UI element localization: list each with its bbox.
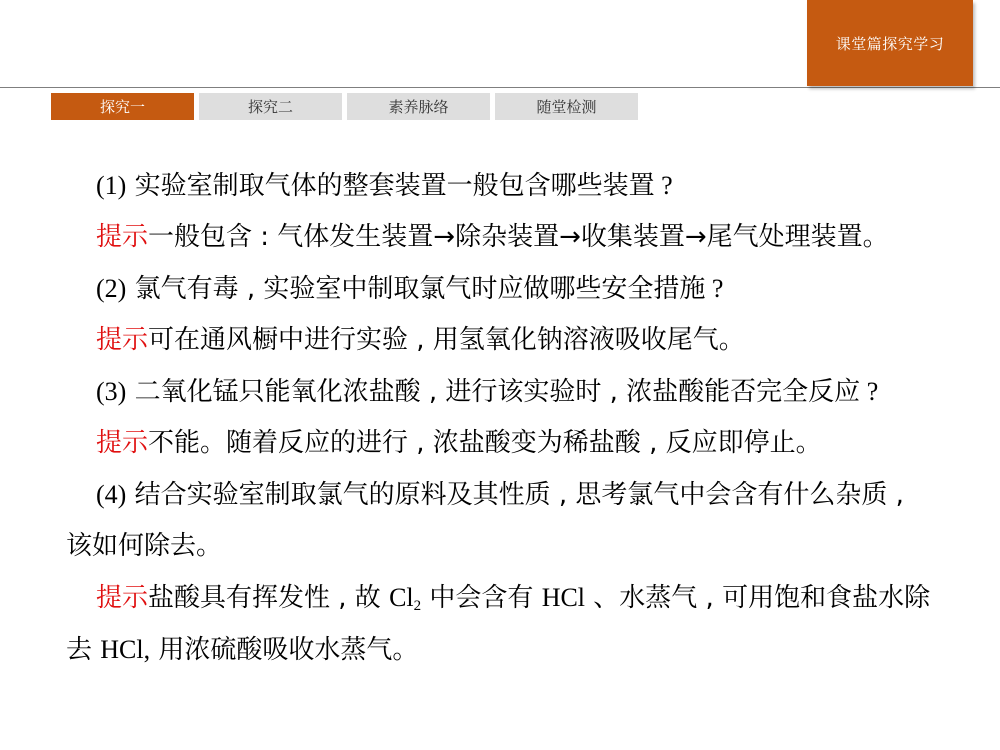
- question-2: [66, 263, 936, 315]
- question-number: (2): [96, 274, 127, 303]
- answer-text-part: 盐酸具有挥发性 , 故: [148, 583, 390, 613]
- question-4: [66, 469, 936, 572]
- answer-3: [66, 418, 936, 469]
- tab-bar: [51, 93, 638, 120]
- question-mark: ?: [654, 171, 673, 200]
- answer-text: 一般包含 : 气体发生装置→除杂装置→收集装置→尾气处理装置。: [148, 222, 889, 252]
- question-text: 结合实验室制取氯气的原料及其性质 , 思考氯气中会含有什么杂质 , 该如何除去。: [66, 480, 904, 561]
- section-badge: 课堂篇探究学习: [807, 0, 973, 86]
- question-mark: ?: [860, 377, 879, 406]
- answer-text: 不能。随着反应的进行 , 浓盐酸变为稀盐酸 , 反应即停止。: [148, 428, 822, 458]
- question-text: 氯气有毒 , 实验室中制取氯气时应做哪些安全措施: [126, 274, 706, 304]
- hint-label: 提示: [96, 222, 149, 252]
- answer-2: [66, 315, 936, 366]
- header-divider: [0, 87, 1000, 88]
- tab-explore-1[interactable]: 探究一: [51, 93, 194, 120]
- answer-text: 可在通风橱中进行实验 , 用氢氧化钠溶液吸收尾气。: [148, 325, 745, 355]
- question-1: [66, 160, 936, 212]
- question-3: [66, 366, 936, 418]
- answer-4: [66, 572, 936, 676]
- chlorine-subscript: 2: [413, 598, 422, 614]
- question-number: (1): [96, 171, 127, 200]
- chlorine-symbol: Cl: [389, 583, 414, 612]
- chlorine-formula: [389, 583, 421, 612]
- question-mark: ?: [705, 274, 724, 303]
- question-number: (3): [96, 377, 127, 406]
- lesson-content: [66, 160, 936, 676]
- tab-literacy-context[interactable]: 素养脉络: [347, 93, 490, 120]
- hcl-formula: HCl,: [100, 635, 151, 664]
- answer-1: [66, 212, 936, 263]
- question-text: 二氧化锰只能氧化浓盐酸 , 进行该实验时 , 浓盐酸能否完全反应: [126, 377, 861, 407]
- hint-label: 提示: [96, 325, 149, 355]
- hint-label: 提示: [96, 583, 149, 613]
- hint-label: 提示: [96, 428, 149, 458]
- tab-classroom-test[interactable]: 随堂检测: [495, 93, 638, 120]
- tab-explore-2[interactable]: 探究二: [199, 93, 342, 120]
- answer-text-part: 中会含有: [421, 583, 542, 613]
- question-text: 实验室制取气体的整套装置一般包含哪些装置: [126, 171, 655, 201]
- hcl-formula: HCl: [541, 583, 586, 612]
- question-number: (4): [96, 480, 127, 509]
- answer-text-part: 用浓硫酸吸收水蒸气。: [150, 635, 419, 665]
- answer-text-part: 、水蒸气 , 可用饱和食盐水除去: [66, 583, 931, 665]
